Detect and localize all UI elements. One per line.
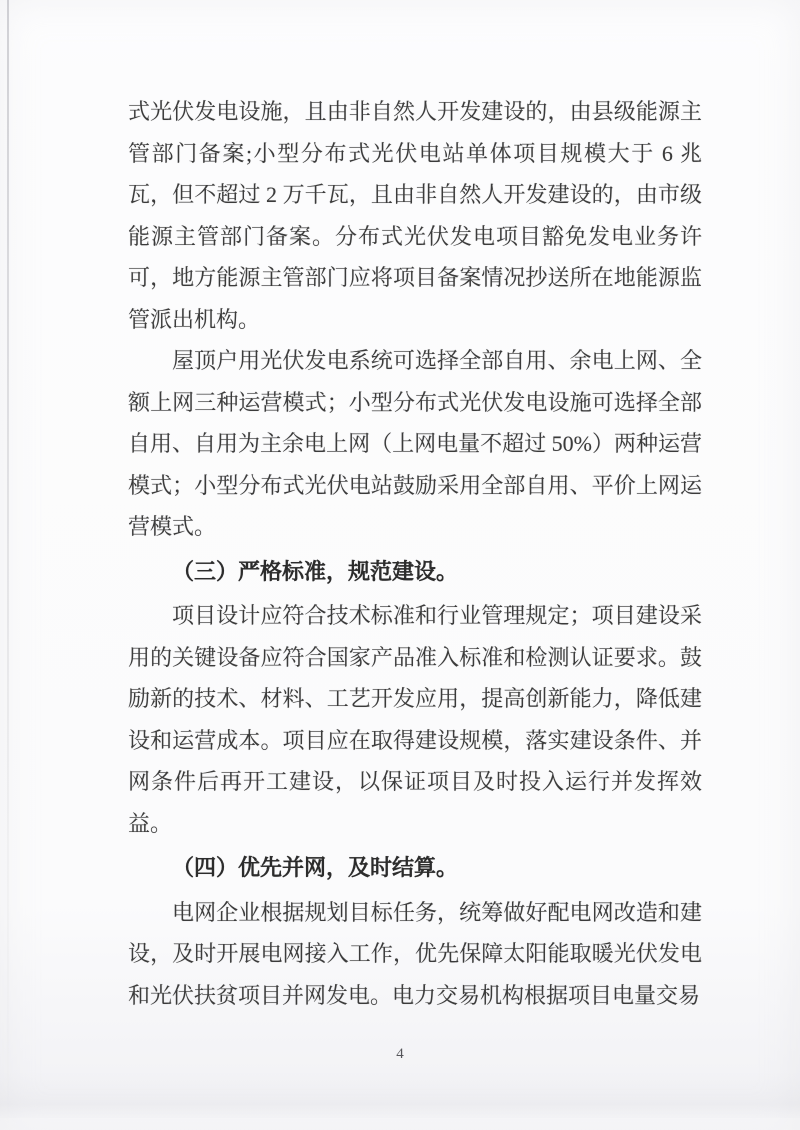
scan-bottom-shading (0, 1072, 800, 1118)
body-paragraph: 电网企业根据规划目标任务，统筹做好配电网改造和建设，及时开展电网接入工作，优先保障太阳能取暖光伏发电和光伏扶贫项目并网发电。电力交易机构根据项目电量交易 (128, 899, 702, 1008)
section-heading: （三）严格标准，规范建设。 (172, 558, 459, 584)
body-paragraph: 式光伏发电设施，且由非自然人开发建设的，由县级能源主管部门备案;小型分布式光伏电站单体项目规模大于 6 兆瓦，但不超过 2 万千瓦，且由非自然人开发建设的，由市级能源主管部门备案。分布式光伏发电项目豁免发电业务许可，地方能源主管部门应将项目备案情况抄送所在地能源监管派出机构。 (128, 99, 702, 332)
section-heading: （四）优先并网，及时结算。 (172, 855, 459, 880)
body-paragraph: 屋顶户用光伏发电系统可选择全部自用、余电上网、全额上网三种运营模式；小型分布式光伏发电设施可选择全部自用、自用为主余电上网（上网电量不超过 50%）两种运营模式；小型分布式光伏电站鼓励采用全部自用、平价上网运营模式。 (128, 348, 702, 539)
document-body (128, 91, 702, 1016)
scan-left-edge-artifact (7, 0, 9, 1130)
page-number: 4 (396, 1046, 404, 1062)
body-paragraph: 项目设计应符合技术标准和行业管理规定；项目建设采用的关键设备应符合国家产品准入标准和检测认证要求。鼓励新的技术、材料、工艺开发应用，提高创新能力，降低建设和运营成本。项目应在取得建设规模，落实建设条件、并网条件后再开工建设，以保证项目及时投入运行并发挥效益。 (128, 603, 702, 836)
